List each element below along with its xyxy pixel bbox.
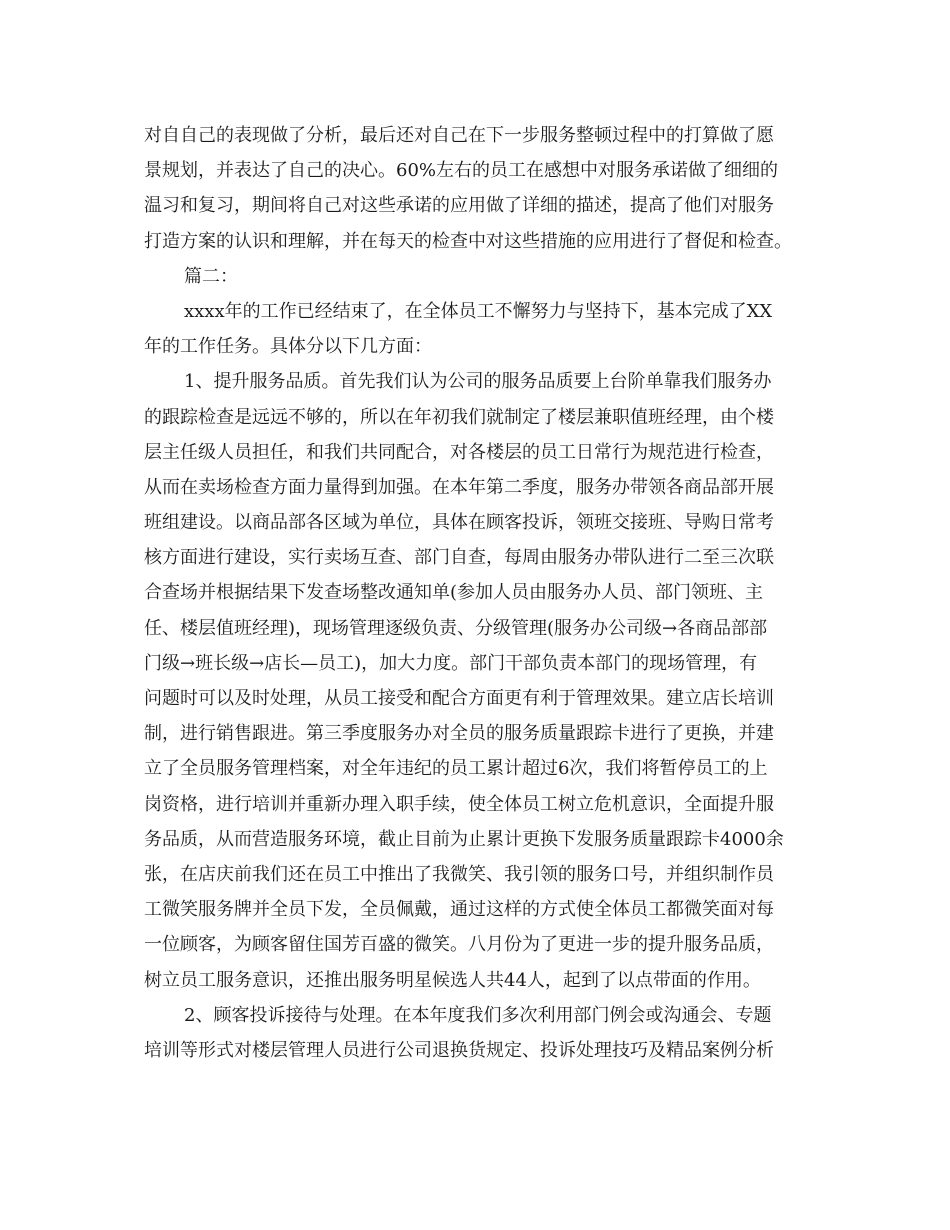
text-line: 班组建设。以商品部各区域为单位，具体在顾客投诉，领班交接班、导购日常考: [144, 512, 774, 534]
text-line: 层主任级人员担任，和我们共同配合，对各楼层的员工日常行为规范进行检查，: [144, 441, 774, 463]
text-line: 任、楼层值班经理)，现场管理逐级负责、分级管理(服务办公司级→各商品部部: [144, 617, 768, 639]
text-line: 制，进行销售跟进。第三季度服务办对全员的服务质量跟踪卡进行了更换，并建: [144, 723, 774, 745]
text-line: 一位顾客，为顾客留住国芳百盛的微笑。八月份为了更进一步的提升服务品质，: [144, 934, 774, 956]
text-line: 立了全员服务管理档案，对全年违纪的员工累计超过6次，我们将暂停员工的上: [144, 758, 768, 780]
text-line: 景规划，并表达了自己的决心。60%左右的员工在感想中对服务承诺做了细细的: [144, 160, 779, 182]
text-line: 问题时可以及时处理，从员工接受和配合方面更有利于管理效果。建立店长培训: [144, 688, 774, 709]
text-line: 务品质，从而营造服务环境，截止目前为止累计更换下发服务质量跟踪卡4000余: [144, 828, 784, 850]
text-line: 1、提升服务品质。首先我们认为公司的服务品质要上台阶单靠我们服务办: [184, 371, 772, 393]
text-line: 门级→班长级→店长—员工)，加大力度。部门干部负责本部门的现场管理，有: [144, 652, 758, 674]
text-line: 工微笑服务牌并全员下发，全员佩戴，通过这样的方式使全体员工都微笑面对每: [144, 899, 774, 921]
text-line: 温习和复习，期间将自己对这些承诺的应用做了详细的描述，提高了他们对服务: [144, 195, 774, 217]
text-line: 合查场并根据结果下发查场整改通知单(参加人员由服务办人员、部门领班、主: [144, 582, 764, 604]
text-line: 核方面进行建设，实行卖场互查、部门自查，每周由服务办带队进行二至三次联: [144, 547, 774, 569]
text-line: 从而在卖场检查方面力量得到加强。在本年第二季度，服务办带领各商品部开展: [144, 476, 774, 498]
text-line: 的跟踪检查是远远不够的，所以在年初我们就制定了楼层兼职值班经理，由个楼: [144, 406, 774, 428]
document-body: [144, 118, 806, 1068]
text-line: 篇二：: [184, 265, 238, 287]
text-line: xxxx年的工作已经结束了，在全体员工不懈努力与坚持下，基本完成了XX: [184, 300, 773, 322]
text-line: 年的工作任务。具体分以下几方面：: [144, 336, 432, 358]
text-line: 岗资格，进行培训并重新办理入职手续，使全体员工树立危机意识，全面提升服: [144, 793, 774, 815]
text-line: 对自自己的表现做了分析，最后还对自己在下一步服务整顿过程中的打算做了愿: [144, 125, 774, 146]
text-line: 培训等形式对楼层管理人员进行公司退换货规定、投诉处理技巧及精品案例分析: [144, 1039, 774, 1061]
text-line: 2、顾客投诉接待与处理。在本年度我们多次利用部门例会或沟通会、专题: [184, 1004, 772, 1026]
text-line: 打造方案的认识和理解，并在每天的检查中对这些措施的应用进行了督促和检查。: [144, 230, 792, 252]
text-line: 张，在店庆前我们还在员工中推出了我微笑、我引领的服务口号，并组织制作员: [144, 863, 774, 885]
text-line: 树立员工服务意识，还推出服务明星候选人共44人，起到了以点带面的作用。: [144, 969, 761, 991]
